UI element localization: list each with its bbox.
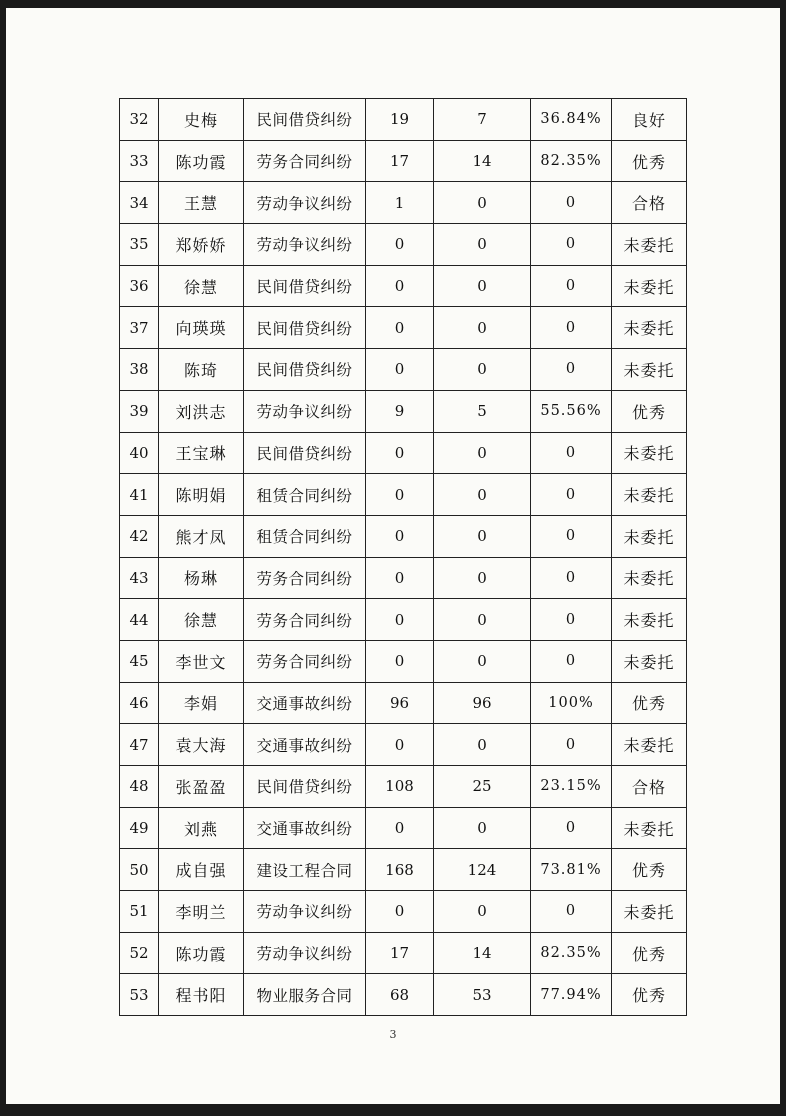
table-row [120, 766, 687, 808]
mediator-name-cell: 徐慧 [159, 265, 244, 307]
case-type-cell: 租赁合同纠纷 [244, 474, 366, 516]
mediator-name-cell: 刘燕 [159, 807, 244, 849]
table-row [120, 891, 687, 933]
row-number-cell: 34 [120, 182, 159, 224]
table-row [120, 640, 687, 682]
success-count-cell: 0 [434, 224, 531, 266]
rating-cell: 优秀 [612, 390, 687, 432]
case-count-cell: 0 [366, 557, 434, 599]
success-rate-cell: 0 [531, 891, 612, 933]
success-rate-cell: 0 [531, 640, 612, 682]
case-count-cell: 0 [366, 599, 434, 641]
success-count-cell: 0 [434, 349, 531, 391]
rating-cell: 未委托 [612, 515, 687, 557]
case-count-cell: 0 [366, 515, 434, 557]
case-type-cell: 劳动争议纠纷 [244, 390, 366, 432]
rating-cell: 未委托 [612, 307, 687, 349]
case-type-cell: 劳务合同纠纷 [244, 557, 366, 599]
rating-cell: 未委托 [612, 557, 687, 599]
success-rate-cell: 0 [531, 474, 612, 516]
rating-cell: 未委托 [612, 640, 687, 682]
success-count-cell: 0 [434, 265, 531, 307]
success-rate-cell: 77.94% [531, 974, 612, 1016]
success-rate-cell: 0 [531, 515, 612, 557]
case-count-cell: 17 [366, 140, 434, 182]
success-rate-cell: 55.56% [531, 390, 612, 432]
mediator-name-cell: 王宝琳 [159, 432, 244, 474]
success-count-cell: 0 [434, 515, 531, 557]
rating-cell: 合格 [612, 182, 687, 224]
mediator-name-cell: 郑娇娇 [159, 224, 244, 266]
success-rate-cell: 0 [531, 432, 612, 474]
mediator-name-cell: 陈功霞 [159, 932, 244, 974]
rating-cell: 未委托 [612, 474, 687, 516]
success-count-cell: 0 [434, 891, 531, 933]
rating-cell: 优秀 [612, 974, 687, 1016]
table-row [120, 682, 687, 724]
mediator-name-cell: 熊才凤 [159, 515, 244, 557]
success-count-cell: 0 [434, 724, 531, 766]
case-count-cell: 68 [366, 974, 434, 1016]
mediator-name-cell: 李娟 [159, 682, 244, 724]
success-rate-cell: 73.81% [531, 849, 612, 891]
table-row [120, 265, 687, 307]
rating-cell: 优秀 [612, 682, 687, 724]
success-count-cell: 0 [434, 474, 531, 516]
success-rate-cell: 0 [531, 224, 612, 266]
case-count-cell: 0 [366, 724, 434, 766]
mediator-name-cell: 向瑛瑛 [159, 307, 244, 349]
rating-cell: 未委托 [612, 265, 687, 307]
success-rate-cell: 0 [531, 599, 612, 641]
success-rate-cell: 23.15% [531, 766, 612, 808]
rating-cell: 未委托 [612, 432, 687, 474]
row-number-cell: 45 [120, 640, 159, 682]
table-row [120, 349, 687, 391]
success-count-cell: 7 [434, 99, 531, 141]
row-number-cell: 37 [120, 307, 159, 349]
table-row [120, 474, 687, 516]
case-type-cell: 民间借贷纠纷 [244, 307, 366, 349]
mediator-name-cell: 陈功霞 [159, 140, 244, 182]
rating-cell: 良好 [612, 99, 687, 141]
mediation-table [119, 98, 687, 1016]
case-type-cell: 租赁合同纠纷 [244, 515, 366, 557]
case-type-cell: 民间借贷纠纷 [244, 766, 366, 808]
rating-cell: 优秀 [612, 932, 687, 974]
case-type-cell: 民间借贷纠纷 [244, 349, 366, 391]
case-count-cell: 0 [366, 349, 434, 391]
row-number-cell: 38 [120, 349, 159, 391]
mediator-name-cell: 杨琳 [159, 557, 244, 599]
success-rate-cell: 100% [531, 682, 612, 724]
success-count-cell: 5 [434, 390, 531, 432]
success-rate-cell: 82.35% [531, 932, 612, 974]
mediator-name-cell: 刘洪志 [159, 390, 244, 432]
table-row [120, 182, 687, 224]
case-count-cell: 0 [366, 891, 434, 933]
table-row [120, 807, 687, 849]
table-row [120, 974, 687, 1016]
row-number-cell: 42 [120, 515, 159, 557]
success-count-cell: 0 [434, 557, 531, 599]
table-row [120, 849, 687, 891]
success-count-cell: 14 [434, 140, 531, 182]
mediator-name-cell: 张盈盈 [159, 766, 244, 808]
case-type-cell: 劳务合同纠纷 [244, 140, 366, 182]
page-number: 3 [389, 1028, 397, 1041]
case-count-cell: 96 [366, 682, 434, 724]
success-count-cell: 0 [434, 182, 531, 224]
success-count-cell: 0 [434, 432, 531, 474]
success-count-cell: 0 [434, 807, 531, 849]
case-type-cell: 劳动争议纠纷 [244, 932, 366, 974]
success-rate-cell: 0 [531, 349, 612, 391]
rating-cell: 未委托 [612, 224, 687, 266]
mediator-name-cell: 王慧 [159, 182, 244, 224]
row-number-cell: 40 [120, 432, 159, 474]
table-row [120, 432, 687, 474]
rating-cell: 未委托 [612, 599, 687, 641]
case-type-cell: 物业服务合同 [244, 974, 366, 1016]
success-count-cell: 124 [434, 849, 531, 891]
row-number-cell: 47 [120, 724, 159, 766]
table-row [120, 932, 687, 974]
rating-cell: 未委托 [612, 891, 687, 933]
case-type-cell: 劳动争议纠纷 [244, 182, 366, 224]
table-row [120, 99, 687, 141]
mediator-name-cell: 李世文 [159, 640, 244, 682]
row-number-cell: 46 [120, 682, 159, 724]
row-number-cell: 44 [120, 599, 159, 641]
table-row [120, 140, 687, 182]
mediator-name-cell: 徐慧 [159, 599, 244, 641]
mediator-name-cell: 李明兰 [159, 891, 244, 933]
mediator-name-cell: 陈琦 [159, 349, 244, 391]
case-count-cell: 0 [366, 474, 434, 516]
row-number-cell: 49 [120, 807, 159, 849]
success-count-cell: 25 [434, 766, 531, 808]
row-number-cell: 35 [120, 224, 159, 266]
case-count-cell: 0 [366, 224, 434, 266]
case-count-cell: 1 [366, 182, 434, 224]
success-count-cell: 96 [434, 682, 531, 724]
success-count-cell: 0 [434, 640, 531, 682]
row-number-cell: 50 [120, 849, 159, 891]
row-number-cell: 36 [120, 265, 159, 307]
case-type-cell: 劳务合同纠纷 [244, 599, 366, 641]
rating-cell: 优秀 [612, 849, 687, 891]
case-count-cell: 17 [366, 932, 434, 974]
case-type-cell: 交通事故纠纷 [244, 682, 366, 724]
case-type-cell: 民间借贷纠纷 [244, 265, 366, 307]
case-count-cell: 0 [366, 307, 434, 349]
table-row [120, 724, 687, 766]
row-number-cell: 41 [120, 474, 159, 516]
rating-cell: 合格 [612, 766, 687, 808]
success-rate-cell: 0 [531, 182, 612, 224]
case-count-cell: 0 [366, 807, 434, 849]
case-count-cell: 0 [366, 640, 434, 682]
success-rate-cell: 0 [531, 724, 612, 766]
case-type-cell: 交通事故纠纷 [244, 807, 366, 849]
mediator-name-cell: 陈明娟 [159, 474, 244, 516]
mediator-name-cell: 史梅 [159, 99, 244, 141]
case-type-cell: 民间借贷纠纷 [244, 432, 366, 474]
case-type-cell: 劳动争议纠纷 [244, 891, 366, 933]
success-rate-cell: 0 [531, 265, 612, 307]
rating-cell: 未委托 [612, 349, 687, 391]
success-rate-cell: 0 [531, 557, 612, 599]
table-row [120, 307, 687, 349]
case-count-cell: 0 [366, 265, 434, 307]
table-row [120, 515, 687, 557]
table-row [120, 599, 687, 641]
case-type-cell: 交通事故纠纷 [244, 724, 366, 766]
row-number-cell: 43 [120, 557, 159, 599]
rating-cell: 未委托 [612, 807, 687, 849]
success-count-cell: 53 [434, 974, 531, 1016]
success-rate-cell: 36.84% [531, 99, 612, 141]
case-count-cell: 108 [366, 766, 434, 808]
row-number-cell: 53 [120, 974, 159, 1016]
row-number-cell: 51 [120, 891, 159, 933]
case-count-cell: 9 [366, 390, 434, 432]
row-number-cell: 39 [120, 390, 159, 432]
mediator-name-cell: 成自强 [159, 849, 244, 891]
case-type-cell: 民间借贷纠纷 [244, 99, 366, 141]
case-type-cell: 建设工程合同 [244, 849, 366, 891]
case-count-cell: 19 [366, 99, 434, 141]
row-number-cell: 32 [120, 99, 159, 141]
table-row [120, 224, 687, 266]
document-page [6, 8, 780, 1104]
row-number-cell: 52 [120, 932, 159, 974]
mediator-name-cell: 程书阳 [159, 974, 244, 1016]
case-type-cell: 劳动争议纠纷 [244, 224, 366, 266]
row-number-cell: 48 [120, 766, 159, 808]
success-rate-cell: 0 [531, 307, 612, 349]
success-count-cell: 0 [434, 307, 531, 349]
case-type-cell: 劳务合同纠纷 [244, 640, 366, 682]
table-row [120, 390, 687, 432]
success-rate-cell: 82.35% [531, 140, 612, 182]
success-count-cell: 0 [434, 599, 531, 641]
rating-cell: 优秀 [612, 140, 687, 182]
row-number-cell: 33 [120, 140, 159, 182]
table-row [120, 557, 687, 599]
case-count-cell: 0 [366, 432, 434, 474]
case-count-cell: 168 [366, 849, 434, 891]
rating-cell: 未委托 [612, 724, 687, 766]
success-rate-cell: 0 [531, 807, 612, 849]
mediator-name-cell: 袁大海 [159, 724, 244, 766]
table-body [120, 99, 687, 1016]
success-count-cell: 14 [434, 932, 531, 974]
